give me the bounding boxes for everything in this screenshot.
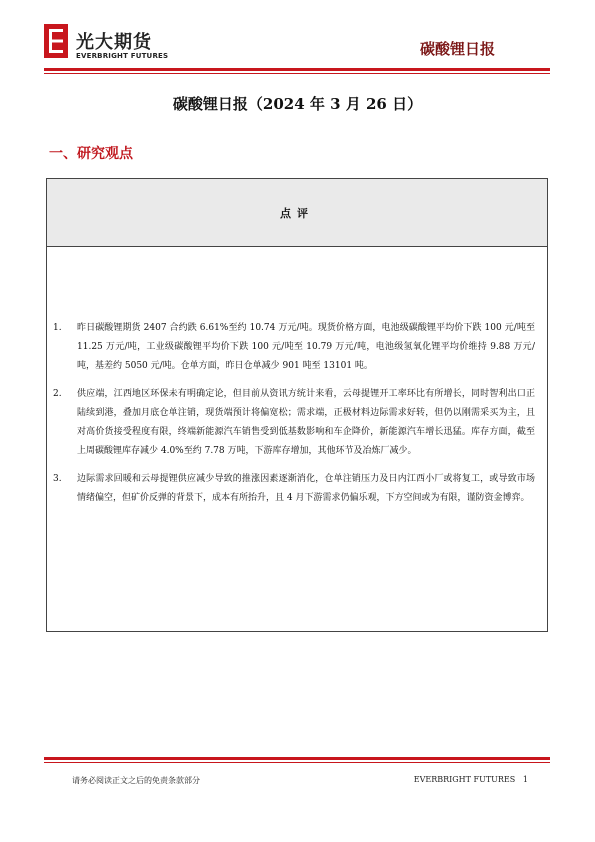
- commentary-box-heading: 点评: [47, 179, 547, 247]
- commentary-point: [53, 385, 535, 461]
- footer-company-page: [414, 775, 528, 784]
- point-number: 3.: [53, 474, 62, 484]
- everbright-logo-icon: [44, 24, 68, 58]
- point-number: 1.: [53, 323, 62, 333]
- header-rule-thin: [44, 73, 550, 74]
- footer-disclaimer: 请务必阅读正文之后的免责条款部分: [72, 776, 200, 785]
- commentary-point: [53, 470, 535, 508]
- point-number: 2.: [53, 389, 62, 399]
- footer-company: EVERBRIGHT FUTURES: [413, 775, 516, 784]
- point-text: 供应端，江西地区环保未有明确定论，但目前从资讯方统计来看，云母提锂开工率环比有所增长，同时智利出口正陆续到港，叠加月底仓单注销，现货端预计将偏宽松；需求端，正极材料边际需求好转，但仍以刚需采买为主，且对高价货接受程度有限，终端新能源汽车销售受到低基数影响和车企降价，新能源汽车增长迅猛。库存方面，截至上周碳酸锂库存减少 4.0%至约 7.78 万吨，下游库存增加，其他环节及冶炼厂减少。: [77, 389, 535, 456]
- page-number: 1: [522, 775, 528, 784]
- brand-name-en: EVERBRIGHT FUTURES: [76, 52, 169, 60]
- footer-rule-thick: [44, 757, 550, 760]
- footer-rule-thin: [44, 762, 550, 763]
- commentary-box: [46, 178, 548, 632]
- header-rule-thick: [44, 68, 550, 71]
- point-text: 边际需求回暖和云母提锂供应减少导致的推涨因素逐渐消化，仓单注销压力及日内江西小厂或将复工，或导致市场情绪偏空，但矿价反弹的背景下，成本有所抬升，且 4 月下游需求仍偏乐观，下方空间或为有限，谨防资金博弈。: [77, 474, 535, 503]
- brand-name-cn: 光大期货: [76, 32, 152, 53]
- document-title: 碳酸锂日报（2024 年 3 月 26 日）: [172, 95, 423, 113]
- header-report-name: 碳酸锂日报: [419, 40, 495, 58]
- section-heading: 一、研究观点: [49, 146, 133, 162]
- point-text: 昨日碳酸锂期货 2407 合约跌 6.61%至约 10.74 万元/吨。现货价格方面，电池级碳酸锂平均价下跌 100 元/吨至 11.25 万元/吨，工业级碳酸锂平均价下跌 100 元/吨至 10.79 万元/吨，电池级氢氧化锂平均价维持 9.88 万元/吨，基差约 5050 元/吨。仓单方面，昨日仓单减少 901 吨至 13101 吨。: [77, 323, 535, 371]
- commentary-point: [53, 319, 535, 376]
- commentary-points: [53, 319, 535, 517]
